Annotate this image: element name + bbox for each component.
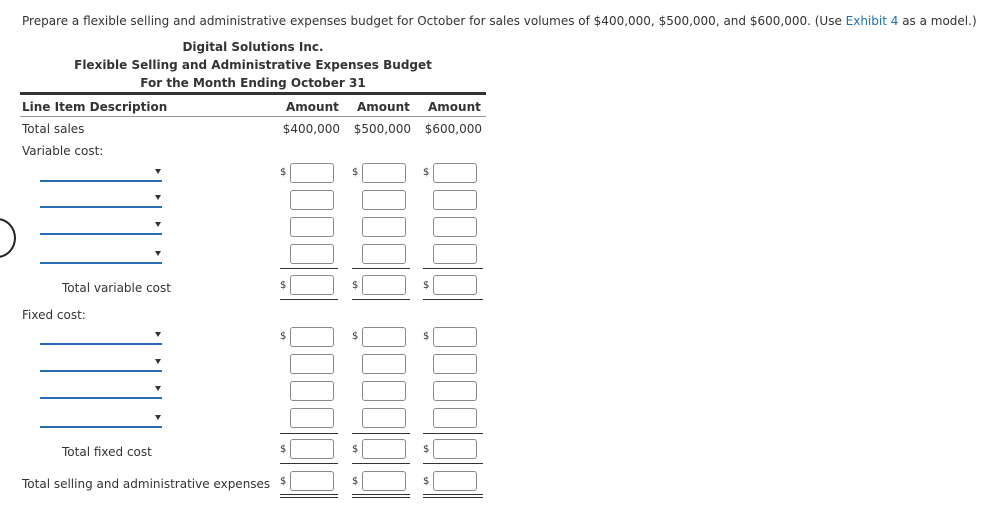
fixed-item-1-amount-600000-input[interactable] [433, 327, 477, 347]
chevron-down-icon [155, 251, 161, 256]
variable-cost-item-2-select[interactable] [40, 190, 162, 208]
fixed-item-3-amount-500000-input[interactable] [362, 381, 406, 401]
variable-item-4-amount-400000-input[interactable] [290, 244, 334, 264]
fixed-item-1-amount-400000-input[interactable] [290, 327, 334, 347]
total-variable-amount-400000-input[interactable] [290, 275, 334, 295]
variable-item-1-amount-400000-input[interactable] [290, 163, 334, 183]
col-description-header: Line Item Description [22, 100, 168, 114]
subtotal-rule [280, 433, 338, 434]
side-circle-decoration [0, 218, 16, 258]
chevron-down-icon [155, 359, 161, 364]
total-fixed-amount-400000-input[interactable] [290, 439, 334, 459]
variable-item-2-amount-500000-input[interactable] [362, 190, 406, 210]
col-amount-1-header: Amount [286, 100, 339, 114]
dollar-sign: $ [423, 167, 430, 178]
company-name: Digital Solutions Inc. [182, 40, 324, 54]
subtotal-rule [352, 268, 410, 269]
dollar-sign: $ [280, 167, 287, 178]
variable-item-3-amount-500000-input[interactable] [362, 217, 406, 237]
total-variable-cost-label: Total variable cost [62, 281, 171, 295]
subtotal-rule [280, 299, 338, 300]
total-sales-500000: $500,000 [353, 122, 411, 136]
fixed-item-4-amount-500000-input[interactable] [362, 408, 406, 428]
fixed-item-4-amount-400000-input[interactable] [290, 408, 334, 428]
dollar-sign: $ [352, 280, 359, 291]
fixed-item-2-amount-400000-input[interactable] [290, 354, 334, 374]
subtotal-rule [352, 433, 410, 434]
subtotal-rule [280, 463, 338, 464]
budget-period: For the Month Ending October 31 [140, 76, 366, 90]
chevron-down-icon [155, 222, 161, 227]
instructions [22, 14, 977, 28]
total-sales-label: Total sales [22, 122, 85, 136]
fixed-cost-item-2-select[interactable] [40, 354, 162, 372]
exhibit-4-link[interactable]: Exhibit 4 [845, 14, 899, 28]
fixed-item-4-amount-600000-input[interactable] [433, 408, 477, 428]
col-amount-2-header: Amount [357, 100, 410, 114]
fixed-item-2-amount-500000-input[interactable] [362, 354, 406, 374]
variable-item-4-amount-500000-input[interactable] [362, 244, 406, 264]
grand-total-double-rule [352, 494, 410, 498]
dollar-sign: $ [280, 331, 287, 342]
total-variable-amount-500000-input[interactable] [362, 275, 406, 295]
total-variable-amount-600000-input[interactable] [433, 275, 477, 295]
instructions-text-end: as a model.) [898, 14, 977, 28]
variable-item-3-amount-600000-input[interactable] [433, 217, 477, 237]
variable-cost-item-4-select[interactable] [40, 246, 162, 264]
subtotal-rule [423, 433, 483, 434]
column-header-rule [20, 116, 486, 117]
fixed-item-3-amount-400000-input[interactable] [290, 381, 334, 401]
variable-item-2-amount-600000-input[interactable] [433, 190, 477, 210]
dollar-sign: $ [423, 331, 430, 342]
subtotal-rule [280, 268, 338, 269]
total-sa-amount-600000-input[interactable] [433, 471, 477, 491]
dollar-sign: $ [280, 476, 287, 487]
total-sa-amount-400000-input[interactable] [290, 471, 334, 491]
fixed-cost-label: Fixed cost: [22, 308, 86, 322]
dollar-sign: $ [352, 476, 359, 487]
total-sales-400000: $400,000 [282, 122, 340, 136]
dollar-sign: $ [423, 476, 430, 487]
chevron-down-icon [155, 386, 161, 391]
variable-item-1-amount-600000-input[interactable] [433, 163, 477, 183]
variable-item-2-amount-400000-input[interactable] [290, 190, 334, 210]
dollar-sign: $ [352, 331, 359, 342]
total-sa-amount-500000-input[interactable] [362, 471, 406, 491]
variable-cost-item-1-select[interactable] [40, 164, 162, 182]
dollar-sign: $ [352, 444, 359, 455]
chevron-down-icon [155, 415, 161, 420]
dollar-sign: $ [280, 280, 287, 291]
grand-total-double-rule [280, 494, 338, 498]
variable-item-3-amount-400000-input[interactable] [290, 217, 334, 237]
header-rule [20, 92, 486, 95]
total-fixed-cost-label: Total fixed cost [62, 445, 152, 459]
col-amount-3-header: Amount [428, 100, 481, 114]
chevron-down-icon [155, 195, 161, 200]
subtotal-rule [423, 268, 483, 269]
dollar-sign: $ [423, 444, 430, 455]
fixed-item-3-amount-600000-input[interactable] [433, 381, 477, 401]
subtotal-rule [423, 463, 483, 464]
chevron-down-icon [155, 169, 161, 174]
budget-title: Flexible Selling and Administrative Expenses Budget [74, 58, 432, 72]
subtotal-rule [352, 463, 410, 464]
total-fixed-amount-600000-input[interactable] [433, 439, 477, 459]
fixed-item-2-amount-600000-input[interactable] [433, 354, 477, 374]
fixed-item-1-amount-500000-input[interactable] [362, 327, 406, 347]
total-fixed-amount-500000-input[interactable] [362, 439, 406, 459]
subtotal-rule [423, 299, 483, 300]
fixed-cost-item-4-select[interactable] [40, 410, 162, 428]
dollar-sign: $ [280, 444, 287, 455]
variable-cost-item-3-select[interactable] [40, 217, 162, 235]
fixed-cost-item-1-select[interactable] [40, 327, 162, 345]
total-sales-600000: $600,000 [424, 122, 482, 136]
fixed-cost-item-3-select[interactable] [40, 381, 162, 399]
variable-item-1-amount-500000-input[interactable] [362, 163, 406, 183]
chevron-down-icon [155, 332, 161, 337]
dollar-sign: $ [352, 167, 359, 178]
total-sa-expenses-label: Total selling and administrative expenses [22, 477, 271, 491]
variable-item-4-amount-600000-input[interactable] [433, 244, 477, 264]
dollar-sign: $ [423, 280, 430, 291]
subtotal-rule [352, 299, 410, 300]
variable-cost-label: Variable cost: [22, 144, 104, 158]
instructions-text: Prepare a flexible selling and administrative expenses budget for October for sales volumes of $400,000, $500,000, and $600,000. (Use [22, 14, 846, 28]
grand-total-double-rule [423, 494, 483, 498]
